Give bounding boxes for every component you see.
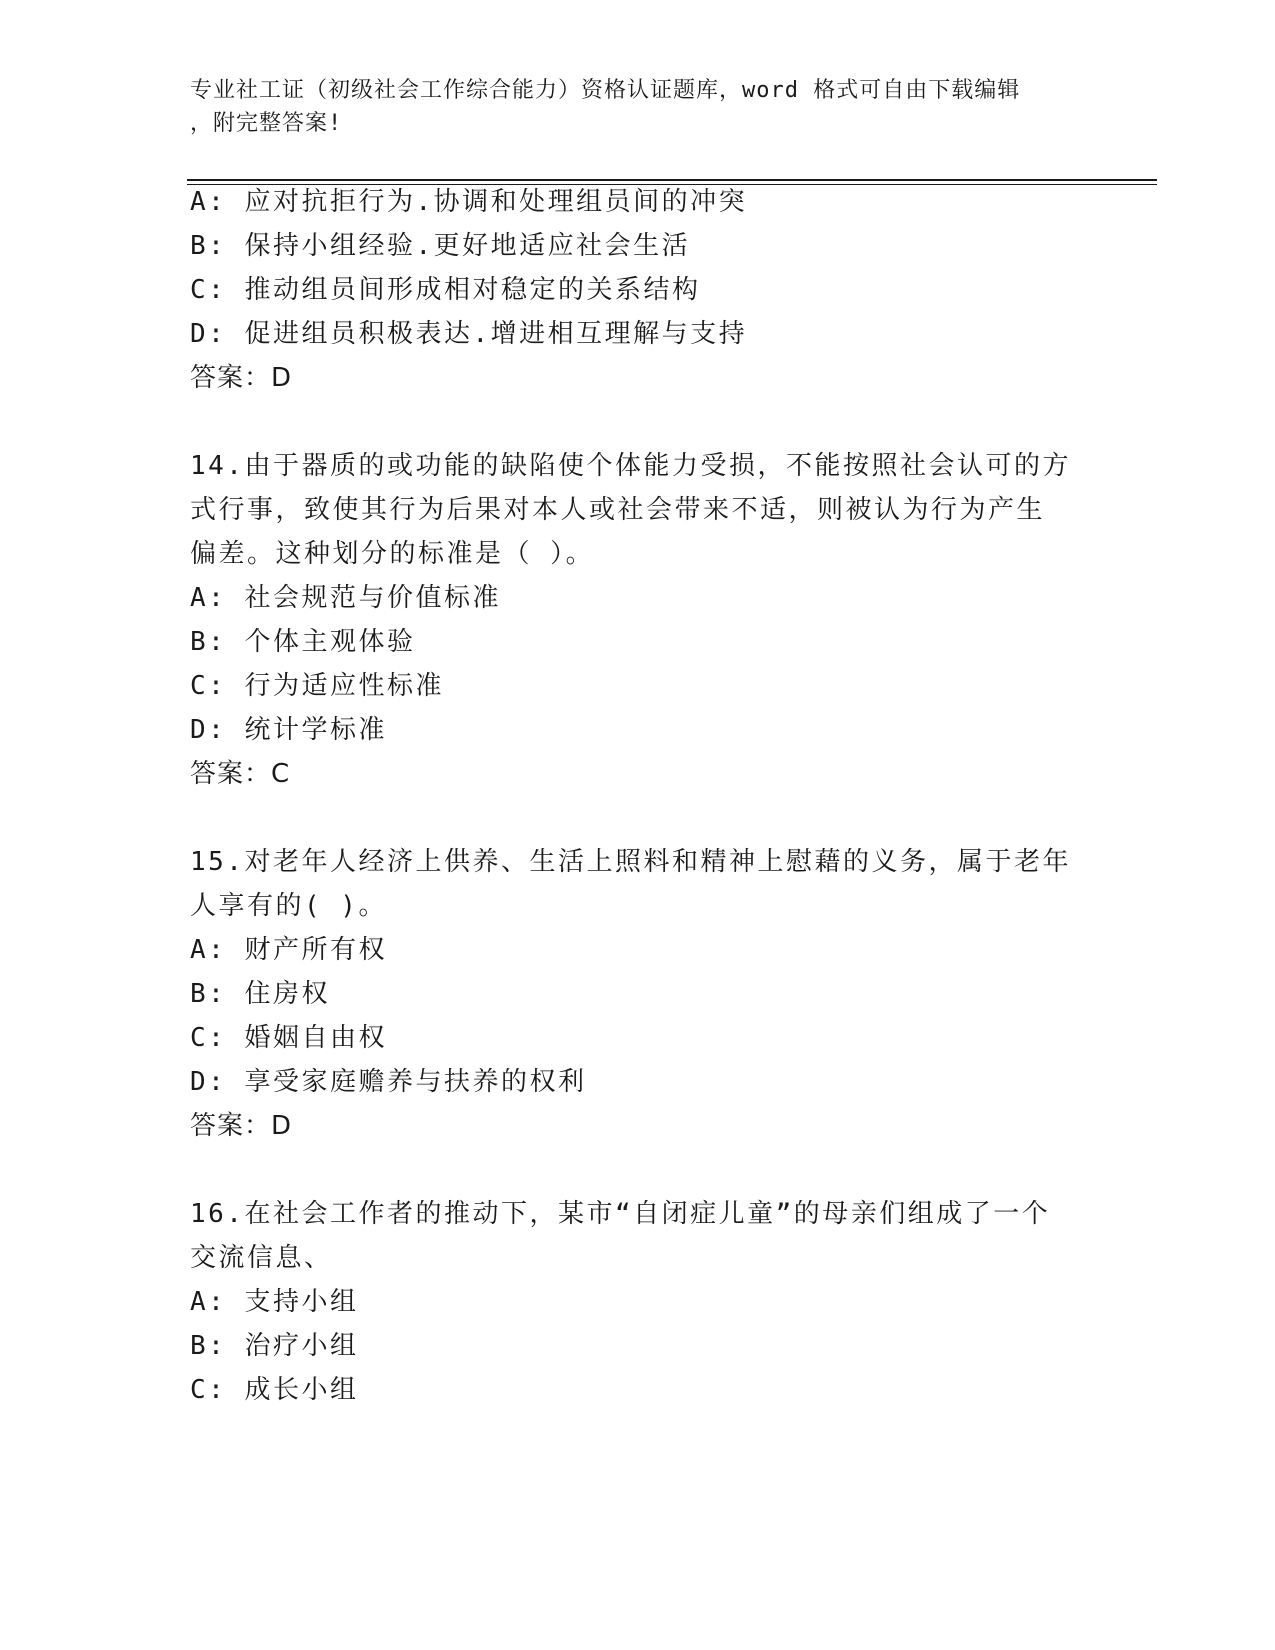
header-rule-thin: [187, 184, 1157, 185]
q16-stem-line-1: 16.在社会工作者的推动下，某市“自闭症儿童”的母亲们组成了一个: [190, 1199, 1051, 1229]
header-line-2: ，附完整答案!: [190, 111, 343, 136]
q15-option-d: D: 享受家庭赡养与扶养的权利: [190, 1067, 587, 1097]
q13-option-c: C: 推动组员间形成相对稳定的关系结构: [190, 275, 701, 305]
q15-option-b: B: 住房权: [190, 979, 330, 1009]
document-header: [190, 74, 1090, 140]
q14-option-d: D: 统计学标准: [190, 715, 387, 745]
q15-option-c: C: 婚姻自由权: [190, 1023, 387, 1053]
q14-option-a: A: 社会规范与价值标准: [190, 583, 501, 613]
q14-stem-line-1: 14.由于器质的或功能的缺陷使个体能力受损，不能按照社会认可的方: [190, 451, 1071, 481]
q13-option-a: A: 应对抗拒行为.协调和处理组员间的冲突: [190, 187, 748, 217]
q14-answer: 答案：C: [190, 759, 291, 789]
q14-option-b: B: 个体主观体验: [190, 627, 416, 657]
q15-stem-line-1: 15.对老年人经济上供养、生活上照料和精神上慰藉的义务，属于老年: [190, 847, 1071, 877]
q15-answer: 答案：D: [190, 1111, 293, 1141]
q14-stem-line-3: 偏差。这种划分的标准是（ ）。: [190, 539, 595, 569]
q13-option-d: D: 促进组员积极表达.增进相互理解与支持: [190, 319, 748, 349]
q16-option-a: A: 支持小组: [190, 1287, 359, 1317]
q16-option-c: C: 成长小组: [190, 1375, 359, 1405]
q13-option-b: B: 保持小组经验.更好地适应社会生活: [190, 231, 691, 261]
q16-option-b: B: 治疗小组: [190, 1331, 359, 1361]
q13-answer: 答案：D: [190, 363, 293, 393]
q15-option-a: A: 财产所有权: [190, 935, 387, 965]
q14-stem-line-2: 式行事，致使其行为后果对本人或社会带来不适，则被认为行为产生: [190, 495, 1046, 525]
q16-stem-line-2: 交流信息、: [190, 1243, 333, 1273]
header-line-1: 专业社工证（初级社会工作综合能力）资格认证题库，word 格式可自由下载编辑: [190, 78, 1021, 103]
q15-stem-line-2: 人享有的( )。: [190, 891, 387, 921]
header-rule-thick: [187, 179, 1157, 181]
q14-option-c: C: 行为适应性标准: [190, 671, 444, 701]
